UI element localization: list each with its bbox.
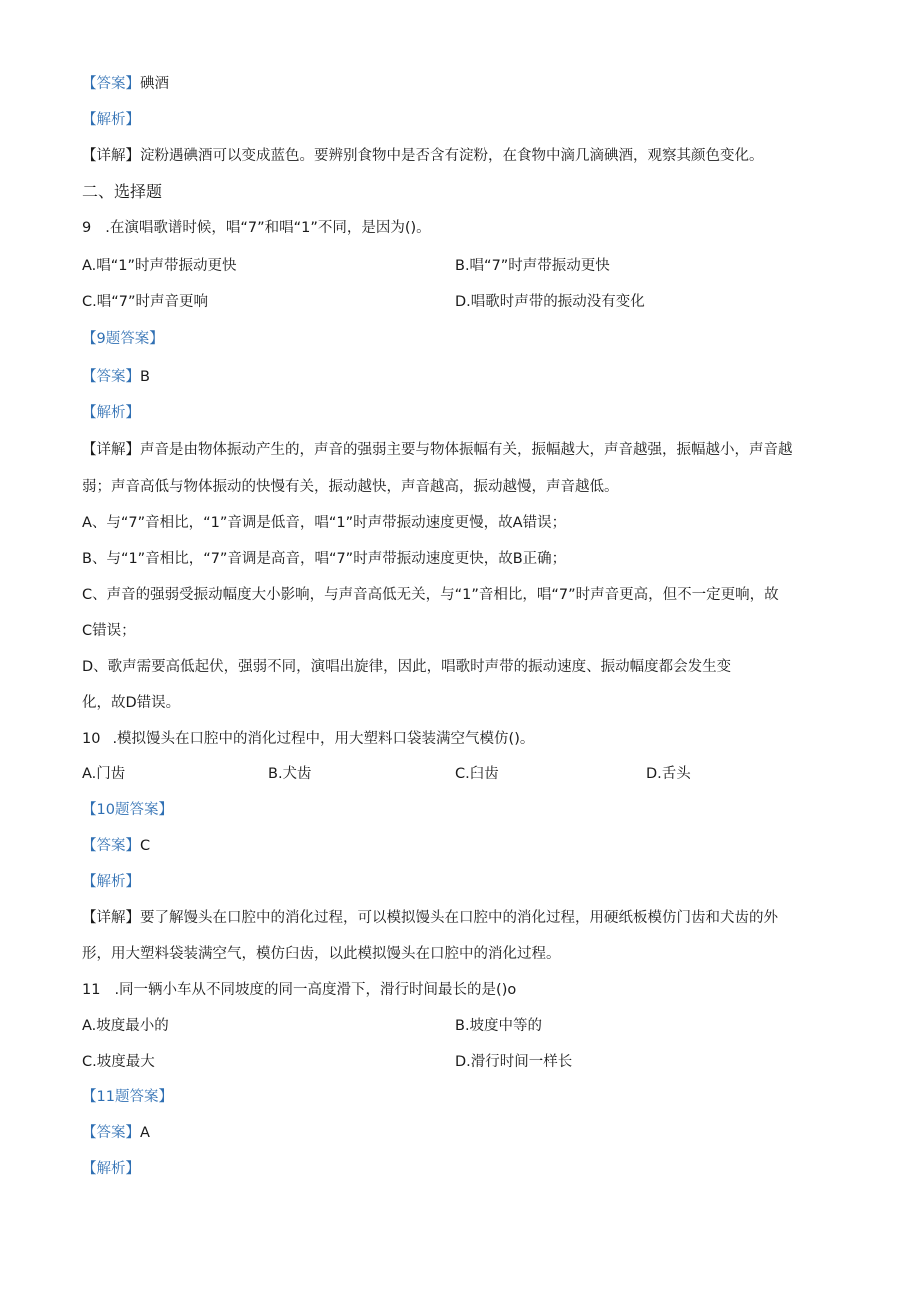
q9-option-d: D.唱歌时声带的振动没有变化 [455,294,645,310]
q11-answer-line [82,1123,150,1143]
q9-explain-d2: 化，故D错误。 [82,695,181,711]
q8-answer-line [82,74,169,94]
q9-detail-line2: 弱；声音高低与物体振动的快慢有关，振动越快，声音越高，振动越慢，声音越低。 [82,479,619,495]
q11-stem-line [82,980,516,1000]
question-stem: .在演唱歌谱时候，唱“7”和唱“1”不同，是因为()。 [105,220,431,236]
q10-option-d: D.舌头 [646,766,691,782]
q9-option-b: B.唱“7”时声带振动更快 [455,258,610,274]
q9-stem-line [82,218,431,238]
q10-option-a: A.门齿 [82,766,126,782]
q9-explain-d1: D、歌声需要高低起伏，强弱不同，演唱出旋律，因此，唱歌时声带的振动速度、振动幅度都会发生变 [82,659,732,675]
q10-analysis-label: 【解析】 [82,874,140,890]
answer-label: 【答案】 [82,838,140,854]
q9-answer-header: 【9题答案】 [82,331,164,347]
detail-text: 要了解馒头在口腔中的消化过程，可以模拟馒头在口腔中的消化过程，用硬纸板模仿门齿和犬齿的外 [140,910,778,926]
question-stem: .模拟馒头在口腔中的消化过程中，用大塑料口袋装满空气模仿()。 [112,731,535,747]
q10-answer-line [82,836,150,856]
q11-analysis-label: 【解析】 [82,1161,140,1177]
detail-label: 【详解】 [82,148,140,164]
q11-option-d: D.滑行时间一样长 [455,1054,573,1070]
q10-option-b: B.犬齿 [268,766,312,782]
answer-text: 碘酒 [140,76,169,92]
q10-detail-line2: 形，用大塑料袋装满空气，模仿臼齿，以此模拟馒头在口腔中的消化过程。 [82,946,561,962]
detail-label: 【详解】 [82,442,140,458]
q9-explain-c2: C错误； [82,623,136,639]
q11-answer-header: 【11题答案】 [82,1089,173,1105]
detail-text: 淀粉遇碘酒可以变成蓝色。要辨别食物中是否含有淀粉，在食物中滴几滴碘酒，观察其颜色变化。 [140,148,764,164]
detail-label: 【详解】 [82,910,140,926]
q10-detail-line1 [82,908,778,928]
answer-text: C [140,838,151,854]
q9-analysis-label: 【解析】 [82,405,140,421]
q11-option-a: A.坡度最小的 [82,1018,169,1034]
q9-detail-line1 [82,440,793,460]
detail-text: 声音是由物体振动产生的，声音的强弱主要与物体振幅有关，振幅越大，声音越强，振幅越小，声音越 [140,442,793,458]
q10-answer-header: 【10题答案】 [82,802,173,818]
q9-explain-b: B、与“1”音相比，“7”音调是高音，唱“7”时声带振动速度更快，故B正确； [82,551,567,567]
q9-option-c: C.唱“7”时声音更响 [82,294,208,310]
q11-option-c: C.坡度最大 [82,1054,155,1070]
q8-detail-line [82,146,764,166]
question-number: 11 [82,982,101,998]
answer-text: B [140,369,150,385]
q10-option-c: C.臼齿 [455,766,499,782]
q8-analysis-label: 【解析】 [82,112,140,128]
q11-option-b: B.坡度中等的 [455,1018,543,1034]
question-number: 9 [82,220,92,236]
q9-answer-line [82,367,150,387]
section-title: 二、选择题 [82,182,163,201]
answer-text: A [140,1125,150,1141]
answer-label: 【答案】 [82,76,140,92]
q9-explain-a: A、与“7”音相比，“1”音调是低音，唱“1”时声带振动速度更慢，故A错误； [82,515,567,531]
answer-label: 【答案】 [82,369,140,385]
question-stem: .同一辆小车从不同坡度的同一高度滑下，滑行时间最长的是()o [114,982,517,998]
q9-explain-c1: C、声音的强弱受振动幅度大小影响，与声音高低无关，与“1”音相比，唱“7”时声音更高，但不一定更响，故 [82,587,779,603]
question-number: 10 [82,731,101,747]
answer-label: 【答案】 [82,1125,140,1141]
q9-option-a: A.唱“1”时声带振动更快 [82,258,237,274]
q10-stem-line [82,729,534,749]
